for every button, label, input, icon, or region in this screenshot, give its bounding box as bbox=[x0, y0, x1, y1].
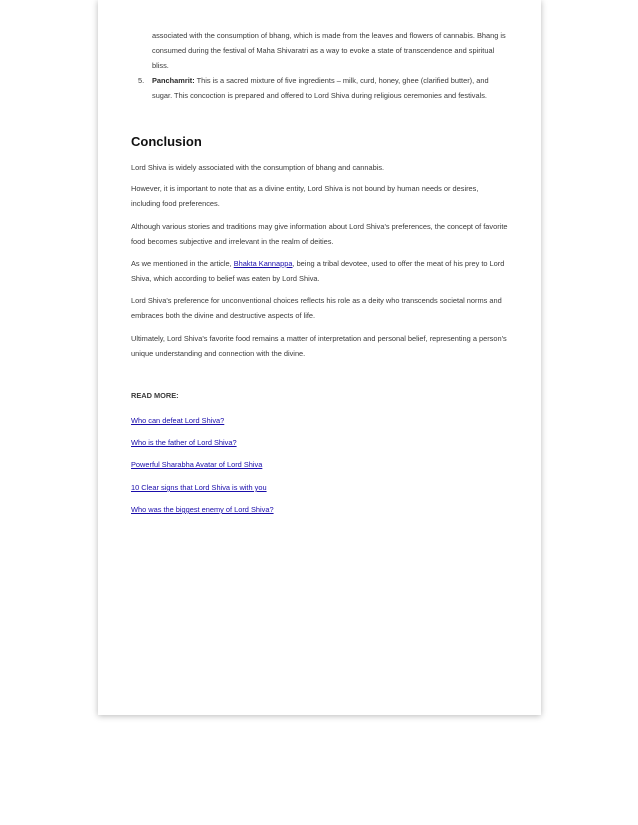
read-more-link[interactable]: 10 Clear signs that Lord Shiva is with you bbox=[131, 483, 267, 492]
paragraph: Ultimately, Lord Shiva's favorite food remains a matter of interpretation and personal belief, representing a person's unique understanding and connection with the divine. bbox=[131, 334, 507, 358]
list-item-term: Panchamrit: bbox=[152, 76, 195, 85]
read-more-link[interactable]: Who is the father of Lord Shiva? bbox=[131, 438, 237, 447]
read-more-link[interactable]: Who was the biggest enemy of Lord Shiva? bbox=[131, 505, 274, 514]
paragraph-with-link bbox=[131, 256, 509, 286]
paragraph-text: , being a tribal devotee, used to offer the meat of his prey to Lord Shiva, which according to belief was eaten by Lord Shiva. bbox=[131, 259, 505, 283]
paragraph: However, it is important to note that as a divine entity, Lord Shiva is not bound by human needs or desires, including food preferences. bbox=[131, 184, 479, 208]
read-more-link[interactable]: Powerful Sharabha Avatar of Lord Shiva bbox=[131, 460, 263, 469]
paragraph-text: As we mentioned in the article, bbox=[131, 259, 234, 268]
food-list bbox=[131, 28, 509, 103]
document-page bbox=[98, 0, 541, 715]
read-more-label: READ MORE: bbox=[131, 391, 179, 400]
list-item-5 bbox=[131, 73, 509, 103]
paragraph: Although various stories and traditions may give information about Lord Shiva's preferences, the concept of favorite food becomes subjective and irrelevant in the realm of deities. bbox=[131, 222, 508, 246]
paragraph: Lord Shiva's preference for unconventional choices reflects his role as a deity who transcends societal norms and embraces both the divine and destructive aspects of life. bbox=[131, 296, 502, 320]
list-item-4-continued bbox=[131, 28, 509, 73]
list-item-number: 5. bbox=[138, 76, 145, 85]
paragraph: Lord Shiva is widely associated with the consumption of bhang and cannabis. bbox=[131, 163, 385, 172]
list-item-text: This is a sacred mixture of five ingredients – milk, curd, honey, ghee (clarified butter), and sugar. This concoction is prepared and offered to Lord Shiva during religious ceremonies and festivals. bbox=[152, 76, 489, 100]
bhakta-kannappa-link[interactable]: Bhakta Kannappa bbox=[233, 259, 293, 268]
conclusion-heading: Conclusion bbox=[131, 134, 202, 149]
read-more-link[interactable]: Who can defeat Lord Shiva? bbox=[131, 416, 225, 425]
list-item-text: associated with the consumption of bhang, which is made from the leaves and flowers of cannabis. Bhang is consumed during the festival of Maha Shivaratri as a way to evoke a state of transcendence and spiritual bliss. bbox=[152, 31, 506, 70]
